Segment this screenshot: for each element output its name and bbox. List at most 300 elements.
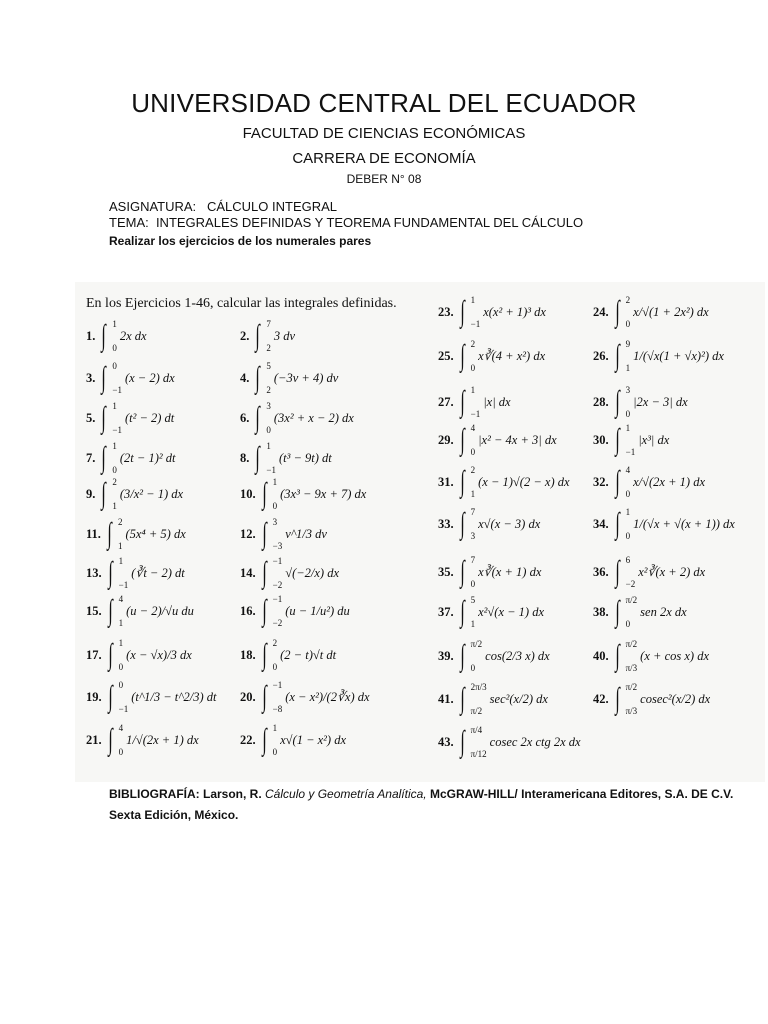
bibliography-label: BIBLIOGRAFÍA: Larson, R. [109, 787, 262, 801]
lower-limit: 0 [272, 662, 278, 672]
integral-sign-icon: ∫ [261, 517, 267, 550]
integral-sign-icon: ∫ [614, 507, 620, 540]
lower-limit: −1 [470, 409, 481, 419]
exercise-number: 7. [86, 450, 96, 465]
integral-limits [471, 507, 476, 541]
bibliography-rest: McGRAW-HILL/ Interamericana Editores, S.A. DE C.V. Sexta Edición, México. [109, 787, 734, 822]
integrand: (x − √x)/3 dx [126, 647, 192, 662]
integral-limits [471, 682, 487, 716]
integrand: (5x⁴ + 5) dx [125, 526, 186, 541]
exercise-item [86, 361, 175, 395]
lower-limit: 0 [470, 447, 476, 457]
exercise-number: 14. [240, 565, 256, 580]
lower-limit: −8 [272, 704, 283, 714]
integrand: (x − 2) dx [124, 370, 175, 385]
integrand: x√(1 − x²) dx [280, 732, 347, 747]
lower-limit: π/2 [470, 706, 483, 716]
integrand: (u − 2)/√u du [126, 603, 194, 618]
lower-limit: 0 [266, 425, 271, 435]
upper-limit: 7 [470, 507, 476, 517]
exercise-number: 41. [438, 691, 454, 706]
exercise-number: 17. [86, 647, 102, 662]
integral-limits [471, 725, 487, 759]
exercise-number: 9. [86, 486, 96, 501]
integral-sign-icon: ∫ [261, 594, 267, 627]
lower-limit: 0 [112, 343, 117, 353]
exercise-item [438, 725, 581, 759]
integral-sign-icon: ∫ [101, 361, 107, 394]
exercise-item [438, 339, 545, 373]
exercise-item [593, 385, 688, 419]
upper-limit: 3 [625, 385, 631, 395]
integral-limits [112, 319, 117, 353]
integral-limits [626, 385, 631, 419]
integrand: √(−2/x) dx [285, 565, 340, 580]
integrand: x∛(x + 1) dx [478, 565, 542, 579]
integrand: (x − 1)√(2 − x) dx [478, 474, 570, 489]
integrand: |x| dx [483, 394, 511, 409]
lower-limit: π/3 [625, 706, 638, 716]
integrand: (3x³ − 9x + 7) dx [280, 486, 367, 501]
integrand: |x³| dx [638, 432, 670, 447]
integral-limits [266, 361, 271, 395]
integral-sign-icon: ∫ [614, 682, 620, 715]
upper-limit: π/2 [470, 639, 483, 649]
integral-limits [273, 594, 283, 628]
integral-sign-icon: ∫ [255, 361, 261, 394]
integrand: x/√(2x + 1) dx [633, 474, 705, 489]
integral-limits [273, 477, 278, 511]
integral-limits [626, 682, 638, 716]
exercise-number: 2. [240, 328, 250, 343]
exercise-item [86, 441, 175, 475]
integrand: cos(2/3 x) dx [485, 648, 550, 663]
integrand: (−3v + 4) dv [273, 370, 339, 385]
integral-sign-icon: ∫ [261, 723, 267, 756]
upper-limit: 1 [625, 423, 631, 433]
exercise-item [86, 638, 192, 672]
upper-limit: 3 [272, 517, 278, 527]
upper-limit: −1 [272, 680, 283, 690]
integrand: (3x² + x − 2) dx [273, 410, 354, 425]
integral-limits [112, 441, 117, 475]
integrand: x(x² + 1)³ dx [483, 304, 546, 319]
integral-limits [118, 517, 123, 551]
lower-limit: 0 [625, 619, 631, 629]
upper-limit: π/2 [625, 595, 638, 605]
integral-limits [471, 465, 476, 499]
upper-limit: 2π/3 [470, 682, 487, 692]
exercise-item [86, 477, 183, 511]
exercise-item [240, 361, 338, 395]
exercise-item [240, 638, 336, 672]
integral-sign-icon: ∫ [614, 339, 620, 372]
upper-limit: 2 [112, 477, 117, 487]
upper-limit: 1 [272, 723, 278, 733]
upper-limit: 2 [272, 638, 278, 648]
integral-limits [266, 441, 276, 475]
upper-limit: 4 [625, 465, 631, 475]
integral-limits [112, 477, 117, 511]
exercise-number: 26. [593, 348, 609, 363]
integral-sign-icon: ∫ [107, 517, 112, 550]
exercise-item [438, 295, 546, 329]
exercises-intro: En los Ejercicios 1-46, calcular las integrales definidas. [86, 296, 397, 311]
integrand: (3/x² − 1) dx [119, 486, 184, 501]
lower-limit: 0 [625, 319, 631, 329]
upper-limit: 1 [470, 385, 476, 395]
exercise-number: 15. [86, 603, 102, 618]
exercise-item [438, 595, 544, 629]
integral-sign-icon: ∫ [261, 638, 267, 671]
exercise-item [438, 555, 541, 589]
integral-sign-icon: ∫ [614, 465, 620, 498]
upper-limit: 2 [117, 517, 123, 527]
upper-limit: 5 [470, 595, 476, 605]
integral-limits [626, 465, 631, 499]
integrand: (2t − 1)² dt [119, 450, 176, 465]
exercise-number: 10. [240, 486, 256, 501]
integral-limits [626, 639, 638, 673]
lower-limit: 0 [625, 409, 631, 419]
integral-sign-icon: ∫ [614, 555, 620, 588]
exercise-number: 8. [240, 450, 250, 465]
upper-limit: 1 [470, 295, 476, 305]
lower-limit: 2 [266, 385, 271, 395]
integral-limits [266, 319, 271, 353]
exercise-item [593, 339, 724, 373]
upper-limit: −1 [272, 556, 283, 566]
integral-sign-icon: ∫ [614, 595, 620, 628]
integrand: x/√(1 + 2x²) dx [633, 304, 709, 319]
integral-sign-icon: ∫ [101, 477, 107, 510]
exercise-item [438, 385, 511, 419]
exercise-item [593, 507, 735, 541]
lower-limit: −1 [625, 447, 636, 457]
upper-limit: −1 [272, 594, 283, 604]
exercise-item [438, 682, 548, 716]
exercise-number: 18. [240, 647, 256, 662]
upper-limit: 9 [625, 339, 631, 349]
integral-sign-icon: ∫ [101, 401, 107, 434]
exercise-number: 22. [240, 732, 256, 747]
lower-limit: 1 [112, 501, 117, 511]
upper-limit: 0 [118, 680, 124, 690]
lower-limit: 0 [625, 489, 631, 499]
exercise-number: 29. [438, 432, 454, 447]
exercise-number: 25. [438, 348, 454, 363]
integral-sign-icon: ∫ [107, 638, 113, 671]
integral-limits [626, 339, 631, 373]
homework-number: DEBER N° 08 [346, 172, 422, 186]
integral-sign-icon: ∫ [459, 465, 465, 498]
exercise-number: 32. [593, 474, 609, 489]
lower-limit: −1 [112, 425, 122, 435]
upper-limit: 1 [266, 441, 271, 451]
exercise-number: 11. [86, 526, 101, 541]
integrand: (t² − 2) dt [124, 410, 175, 425]
integral-sign-icon: ∫ [459, 725, 465, 758]
integral-sign-icon: ∫ [255, 401, 261, 434]
exercise-number: 24. [593, 304, 609, 319]
exercise-number: 27. [438, 394, 454, 409]
integral-sign-icon: ∫ [614, 385, 620, 418]
integrand: 1/(√x + √(x + 1)) dx [633, 516, 735, 531]
upper-limit: π/2 [625, 682, 638, 692]
integrand: x∛(4 + x²) dx [478, 349, 546, 363]
exercise-number: 40. [593, 648, 609, 663]
integral-limits [626, 507, 631, 541]
upper-limit: 5 [266, 361, 271, 371]
exercise-item [593, 295, 709, 329]
lower-limit: 2 [266, 343, 271, 353]
exercise-item [593, 595, 687, 629]
exercise-number: 5. [86, 410, 96, 425]
exercise-item [240, 556, 339, 590]
exercise-number: 3. [86, 370, 96, 385]
integral-sign-icon: ∫ [459, 595, 465, 628]
integral-sign-icon: ∫ [255, 441, 261, 474]
integrand: (x + cos x) dx [640, 648, 709, 663]
exercise-number: 34. [593, 516, 609, 531]
exercise-number: 13. [86, 565, 102, 580]
exercise-item [240, 680, 370, 714]
exercise-item [593, 423, 669, 457]
integral-limits [626, 423, 636, 457]
exercise-number: 19. [86, 689, 102, 704]
upper-limit: 2 [470, 465, 476, 475]
integral-sign-icon: ∫ [459, 295, 465, 328]
exercise-item [240, 319, 295, 353]
upper-limit: 0 [112, 361, 117, 371]
integrand: 1/(√x(1 + √x)²) dx [633, 348, 724, 363]
integrand: (t^1/3 − t^2/3) dt [131, 689, 217, 704]
integral-sign-icon: ∫ [459, 385, 465, 418]
lower-limit: 1 [470, 489, 476, 499]
exercise-item [593, 682, 710, 716]
exercise-item [240, 477, 366, 511]
exercise-item [86, 680, 217, 714]
lower-limit: −1 [112, 385, 122, 395]
integral-limits [273, 723, 278, 757]
exercise-item [240, 723, 346, 757]
integrand: sen 2x dx [640, 604, 687, 619]
exercise-number: 30. [593, 432, 609, 447]
lower-limit: 0 [272, 747, 278, 757]
integrand: x²√(x − 1) dx [478, 604, 545, 619]
upper-limit: 1 [112, 319, 117, 329]
lower-limit: 0 [625, 531, 631, 541]
exercise-item [86, 401, 174, 435]
lower-limit: 0 [272, 501, 278, 511]
integral-limits [273, 638, 278, 672]
integral-limits [626, 295, 631, 329]
integrand: 2x dx [119, 328, 147, 343]
upper-limit: π/2 [625, 639, 638, 649]
lower-limit: 0 [112, 465, 117, 475]
lower-limit: 1 [625, 363, 631, 373]
upper-limit: 7 [470, 555, 476, 565]
exercise-number: 28. [593, 394, 609, 409]
exercise-number: 20. [240, 689, 256, 704]
integral-sign-icon: ∫ [459, 639, 465, 672]
integrand: |2x − 3| dx [633, 394, 688, 409]
integral-limits [119, 723, 124, 757]
integral-sign-icon: ∫ [614, 423, 620, 456]
integral-sign-icon: ∫ [261, 556, 267, 589]
exercise-item [438, 639, 550, 673]
upper-limit: 1 [118, 638, 124, 648]
integral-sign-icon: ∫ [459, 682, 465, 715]
upper-limit: 2 [625, 295, 631, 305]
lower-limit: 0 [470, 579, 476, 589]
exercise-number: 1. [86, 328, 96, 343]
lower-limit: 1 [118, 618, 124, 628]
exercise-item [438, 507, 540, 541]
integral-limits [266, 401, 271, 435]
upper-limit: 1 [112, 441, 117, 451]
exercise-item [86, 556, 185, 590]
integrand: |x² − 4x + 3| dx [478, 432, 557, 447]
bibliography-title: Cálculo y Geometría Analítica, [265, 787, 427, 801]
exercise-number: 38. [593, 604, 609, 619]
lower-limit: π/3 [625, 663, 638, 673]
integrand: cosec²(x/2) dx [640, 691, 711, 706]
integral-sign-icon: ∫ [107, 723, 113, 756]
upper-limit: 4 [118, 594, 124, 604]
upper-limit: 1 [272, 477, 278, 487]
integral-sign-icon: ∫ [261, 477, 267, 510]
integral-limits [273, 556, 283, 590]
subject-line: ASIGNATURA: CÁLCULO INTEGRAL [109, 199, 338, 214]
lower-limit: 1 [117, 541, 123, 551]
integral-limits [471, 423, 476, 457]
integrand: sec²(x/2) dx [489, 691, 548, 706]
exercise-number: 31. [438, 474, 454, 489]
integral-limits [626, 555, 636, 589]
upper-limit: 4 [118, 723, 124, 733]
exercise-number: 33. [438, 516, 454, 531]
lower-limit: −2 [272, 618, 283, 628]
exercise-item [86, 723, 199, 757]
integrand: 3 dv [273, 328, 296, 343]
exercise-item [86, 319, 147, 353]
integrand: cosec 2x ctg 2x dx [489, 734, 581, 749]
lower-limit: 0 [470, 663, 476, 673]
exercise-item [438, 465, 570, 499]
exercise-number: 42. [593, 691, 609, 706]
integrand: (u − 1/u²) du [285, 603, 350, 618]
lower-limit: −2 [625, 579, 636, 589]
integral-limits [471, 295, 481, 329]
integral-sign-icon: ∫ [101, 319, 107, 352]
integral-limits [471, 339, 476, 373]
exercise-number: 36. [593, 564, 609, 579]
exercise-item [593, 555, 705, 589]
upper-limit: 4 [470, 423, 476, 433]
integral-limits [119, 638, 124, 672]
lower-limit: 0 [118, 662, 124, 672]
upper-limit: 1 [625, 507, 631, 517]
exercise-number: 21. [86, 732, 102, 747]
topic-line: TEMA: INTEGRALES DEFINIDAS Y TEOREMA FUNDAMENTAL DEL CÁLCULO [109, 215, 584, 230]
faculty-title: FACULTAD DE CIENCIAS ECONÓMICAS [242, 125, 526, 142]
integral-sign-icon: ∫ [459, 339, 465, 372]
integrand: (x − x²)/(2∛x) dx [285, 690, 370, 704]
lower-limit: 0 [118, 747, 124, 757]
upper-limit: 1 [118, 556, 124, 566]
integral-limits [112, 401, 122, 435]
exercise-number: 6. [240, 410, 250, 425]
upper-limit: 2 [470, 339, 476, 349]
exercise-item [86, 594, 194, 628]
exercise-item [438, 423, 557, 457]
instruction-line: Realizar los ejercicios de los numerales pares [109, 234, 372, 248]
integral-sign-icon: ∫ [459, 423, 465, 456]
upper-limit: 6 [625, 555, 631, 565]
integral-limits [471, 639, 483, 673]
integral-sign-icon: ∫ [459, 555, 465, 588]
lower-limit: −1 [470, 319, 481, 329]
integral-sign-icon: ∫ [101, 441, 107, 474]
exercise-item [593, 639, 709, 673]
integral-limits [471, 555, 476, 589]
integral-limits [273, 680, 283, 714]
integrand: 1/√(2x + 1) dx [126, 732, 199, 747]
integrand: (2 − t)√t dt [280, 647, 337, 662]
upper-limit: 7 [266, 319, 271, 329]
university-title: UNIVERSIDAD CENTRAL DEL ECUADOR [131, 88, 637, 118]
integral-sign-icon: ∫ [255, 319, 261, 352]
lower-limit: −1 [266, 465, 276, 475]
exercise-number: 23. [438, 304, 454, 319]
upper-limit: 1 [112, 401, 117, 411]
integral-limits [471, 385, 481, 419]
integral-limits [112, 361, 122, 395]
integral-limits [471, 595, 476, 629]
integrand: x√(x − 3) dx [478, 516, 541, 531]
exercise-item [240, 594, 350, 628]
integrand: (t³ − 9t) dt [278, 450, 332, 465]
exercise-item [240, 401, 354, 435]
integral-limits [119, 594, 124, 628]
upper-limit: 3 [266, 401, 271, 411]
career-title: CARRERA DE ECONOMÍA [292, 150, 476, 167]
integral-limits [119, 556, 129, 590]
integral-sign-icon: ∫ [107, 680, 113, 713]
integral-sign-icon: ∫ [107, 556, 113, 589]
lower-limit: −1 [118, 704, 129, 714]
exercise-item [593, 465, 705, 499]
lower-limit: −2 [272, 580, 283, 590]
upper-limit: π/4 [470, 725, 483, 735]
exercise-number: 35. [438, 564, 454, 579]
exercise-item [86, 517, 186, 551]
lower-limit: 0 [470, 363, 476, 373]
integral-sign-icon: ∫ [459, 507, 465, 540]
exercise-item [240, 517, 327, 551]
exercise-number: 12. [240, 526, 256, 541]
bibliography [109, 784, 749, 826]
integral-sign-icon: ∫ [261, 680, 267, 713]
exercise-number: 39. [438, 648, 454, 663]
integral-sign-icon: ∫ [614, 295, 620, 328]
integrand: v^1/3 dv [285, 526, 327, 541]
lower-limit: −1 [118, 580, 129, 590]
lower-limit: 3 [470, 531, 476, 541]
lower-limit: −3 [272, 541, 283, 551]
exercise-number: 43. [438, 734, 454, 749]
